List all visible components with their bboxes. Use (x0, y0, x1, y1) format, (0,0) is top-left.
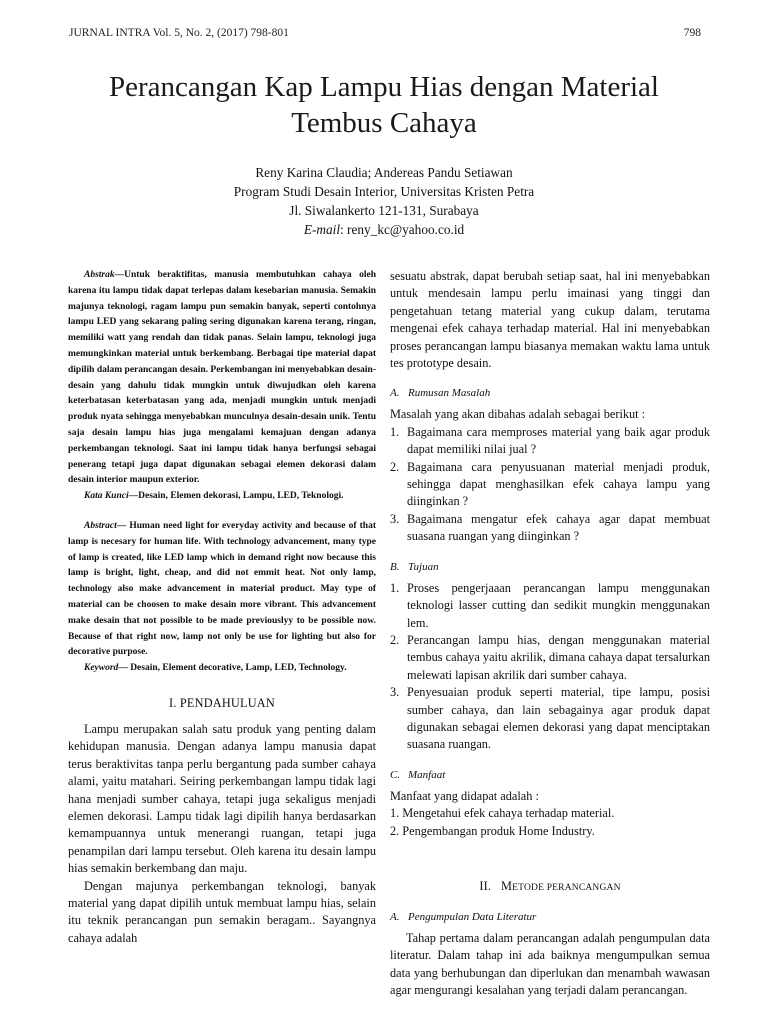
list-number: 1. (390, 580, 400, 595)
section-title-initial: M (501, 878, 513, 893)
abstrak-label: Abstrak (84, 270, 115, 280)
section-heading-metode (390, 878, 710, 896)
author-names: Reny Karina Claudia; Andereas Pandu Setiawan (255, 165, 513, 180)
subsection-title: Manfaat (408, 768, 446, 781)
section-number: II. (479, 878, 492, 893)
author-block (60, 163, 708, 239)
subsection-number: B. (390, 560, 400, 573)
section-heading-pendahuluan: I. PENDAHULUAN (169, 695, 275, 710)
email-label: E-mail (303, 222, 341, 237)
running-header: JURNAL INTRA Vol. 5, No. 2, (2017) 798-801 (69, 27, 289, 39)
list-number: 1. (390, 424, 400, 439)
list-item (390, 511, 710, 546)
left-column (68, 268, 376, 947)
kata-kunci-label: Kata Kunci (84, 491, 129, 502)
subsection-pengumpulan-data (390, 910, 710, 924)
tujuan-list (390, 580, 710, 754)
manfaat-intro: Manfaat yang didapat adalah : (390, 788, 539, 803)
list-item (390, 459, 710, 511)
section-title-rest: ETODE PERANCANGAN (512, 882, 621, 893)
abstrak (68, 268, 376, 489)
page-number: 798 (683, 27, 701, 39)
subsection-number: C. (390, 768, 401, 781)
subsection-title: Pengumpulan Data Literatur (408, 910, 537, 923)
rumusan-list (390, 424, 710, 546)
subsection-number: A. (390, 387, 400, 400)
paper-title: Perancangan Kap Lampu Hias dengan Material Tembus Cahaya (109, 71, 659, 139)
abstrak-text: —Untuk beraktifitas, manusia membutuhkan cahaya oleh karena itu lampu tidak dapat terlepas dalam kesebarian manusia. Semakin majunya teknologi, ragam lampu pun semakin banyak, seperti contohnya lampu LED yang sekarang paling sering digunakan karena terang, ringan, memiliki watt yang rendah dan tidak panas. Selain lampu, teknologi juga memungkinkan material untuk berkembang. Berbagai tipe material dapat dipilih dalam perancangan desain. Perkembangan ini menyebabkan desain-desain yang dahulu tidak mungkin untuk diwujudkan oleh karena keterbatasan keterbatasan yang ada, menjadi mungkin untuk menjadi produk nyata sehingga menyebabkan munculnya desain-desain unik. Tentu saja desain lampu hias juga mengalami kemajuan dengan adanya perkembangan teknologi. Saat ini lampu tidak hanya berfungsi sebagai penerang tetapi juga dapat digunakan sebagai elemen dekorasi dalam desain interior maupun exterior. (68, 270, 376, 486)
author-email (60, 220, 708, 239)
manfaat-item-1: 1. Mengetahui efek cahaya terhadap material. (390, 806, 615, 821)
keyword (68, 661, 376, 677)
list-text: Bagaimana mengatur efek cahaya agar dapat membuat suasana ruangan yang diinginkan ? (407, 511, 710, 544)
intro-paragraph-1 (68, 721, 376, 878)
list-number: 2. (390, 632, 400, 647)
list-number: 3. (390, 685, 400, 700)
intro-paragraph-continued: sesuatu abstrak, dapat berubah setiap saat, hal ini menyebabkan untuk mendesain lampu perlu imainasi yang tinggi dan pengetahuan tetang material yang cukup dalam, terutama mengenai efek cahaya terhadap material. Hal ini menyebabkan proses perancangan lampu biasanya memakan waktu lama untuk tes prototype desain. (390, 269, 710, 371)
subsection-rumusan-masalah (390, 386, 710, 400)
intro-paragraph-2-text: Dengan majunya perkembangan teknologi, banyak material yang dapat dipilih untuk membuat lampu hias, selain itu teknik perancangan pun semakin beragam.. Sayangnya cahaya adalah (68, 878, 376, 945)
subsection-title: Tujuan (408, 560, 439, 573)
list-text: Perancangan lampu hias, dengan menggunakan material tembus cahaya yaitu akrilik, dimana cahaya dapat tersalurkan melewati lapisan akrilik dari sumber cahaya. (407, 632, 710, 682)
subsection-title: Rumusan Masalah (408, 387, 491, 400)
list-text: Proses pengerjaaan perancangan lampu menggunakan teknologi lasser cutting dan sedikit mungkin menggunakan lem. (407, 580, 710, 630)
email-address[interactable]: : reny_kc@yahoo.co.id (340, 222, 465, 237)
rumusan-intro: Masalah yang akan dibahas adalah sebagai berikut : (390, 407, 646, 422)
subsection-number: A. (390, 910, 400, 923)
intro-paragraph-2 (68, 878, 376, 948)
list-item (390, 684, 710, 754)
list-number: 3. (390, 511, 400, 526)
metode-paragraph-1-text: Tahap pertama dalam perancangan adalah pengumpulan data literatur. Dalam tahap ini ada baiknya mengumpulkan semua data yang berhubungan dan diperlukan dan menambah wawasan agar mengurangi kesalahan yang terjadi dalam perancangan. (390, 930, 710, 998)
author-affiliation: Program Studi Desain Interior, Universitas Kristen Petra (233, 184, 535, 199)
abstract-en (68, 519, 376, 661)
kata-kunci (68, 489, 376, 505)
metode-paragraph-1 (390, 930, 710, 1000)
kata-kunci-text: —Desain, Elemen dekorasi, Lampu, LED, Teknologi. (128, 491, 344, 502)
list-item (390, 424, 710, 459)
keyword-label: Keyword (84, 663, 119, 674)
list-number: 2. (390, 459, 400, 474)
list-item (390, 580, 710, 632)
list-text: Bagaimana cara memproses material yang baik agar produk dapat memiliki nilai jual ? (407, 424, 710, 457)
list-text: Penyesuaian produk seperti material, tipe lampu, posisi sumber cahaya, dan lain sebagainya agar produk dapat digunakan sebagai elemen dekorasi yang dapat menciptakan suasana ruangan. (407, 685, 710, 752)
subsection-tujuan (390, 560, 710, 574)
manfaat-item-2: 2. Pengembangan produk Home Industry. (390, 823, 595, 838)
subsection-manfaat (390, 768, 710, 782)
list-item (390, 632, 710, 684)
intro-paragraph-1-text: Lampu merupakan salah satu produk yang penting dalam kehidupan manusia. Dengan adanya lampu manusia dapat terus beraktivitas tanpa perlu bergantung pada sumber cahaya alami, yaitu matahari. Seiring perkembangan lampu tidak lagi hana menjadi sumber cahaya, tetapi juga sekaligus menjadi elemen dekorasi. Lampu tidak lagi dipilih hanya berdasarkan kemampuannya untuk menerangi ruangan, tetapi juga penampilan dari lampu tersebut. Oleh karena itu desain lampu hias semakin berkembang dan maju. (68, 721, 376, 876)
keyword-text: — Desain, Element decorative, Lamp, LED, Technology. (118, 663, 347, 674)
abstract-text: — Human need light for everyday activity and because of that lamp is necesary for human life. With technology advancement, many type of lamp is created, like LED lamp which in demand right now because this lamp is bright, light, cheap, and did not emmit heat. Not only lamp, technology also make advancement in material product. May type of material can be choosen to make desain more vibrant. This advancement make desain that not possible to be made previouslyy to be possible now. Because of that right now, lamp not only be use for lighting but also for decorative purpose. (68, 520, 376, 658)
list-text: Bagaimana cara penyusuanan material menjadi produk, sehingga dapat menghasilkan efek cahaya lampu yang diinginkan ? (407, 459, 710, 509)
right-column (390, 268, 710, 1000)
author-address: Jl. Siwalankerto 121-131, Surabaya (289, 203, 479, 218)
abstract-label: Abstract (84, 520, 117, 531)
